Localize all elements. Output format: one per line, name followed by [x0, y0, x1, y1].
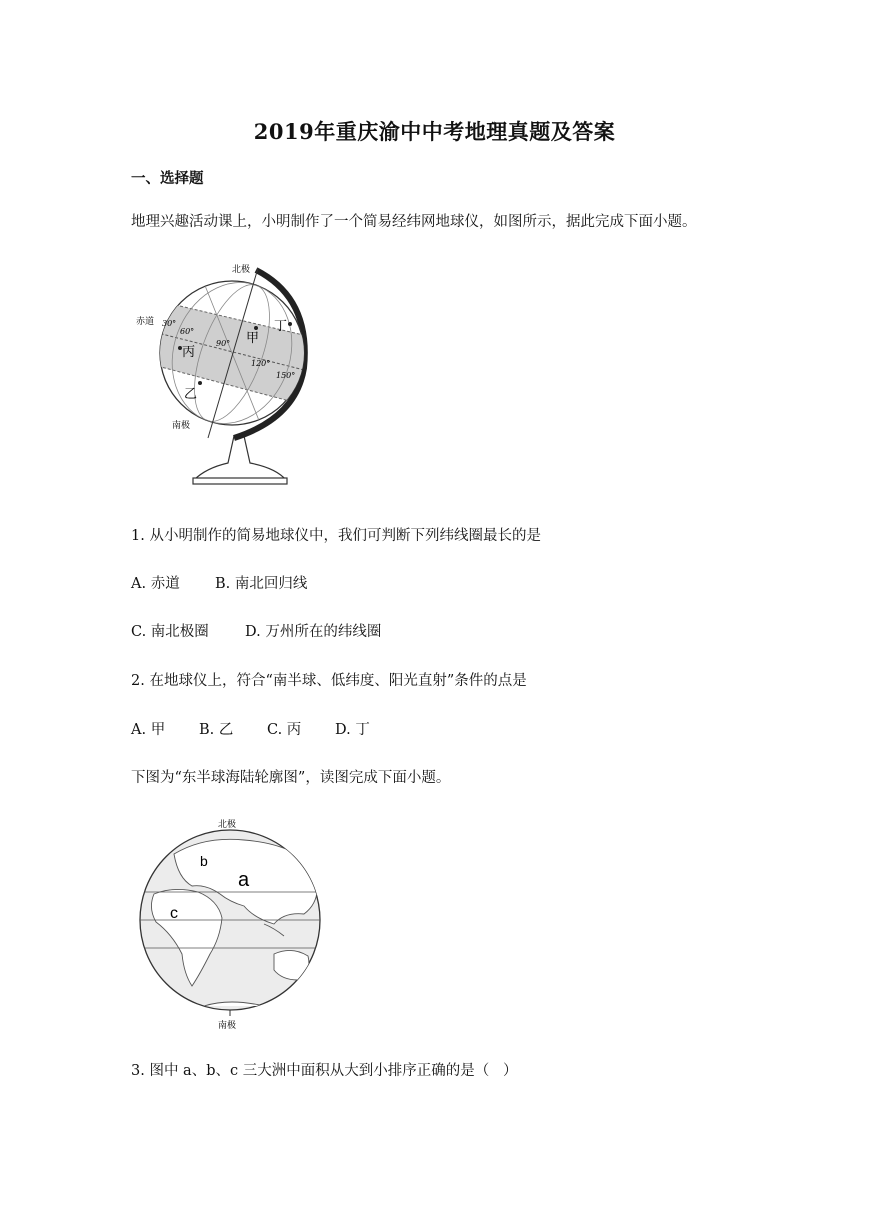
q1-option-a[interactable]: A. 赤道: [131, 576, 180, 592]
globe-figure: [136, 258, 316, 493]
label-b: b: [200, 853, 208, 869]
lon-60-label: 60°: [180, 327, 195, 336]
question-1-options-row1: [131, 572, 307, 593]
globe-stand: [194, 436, 286, 480]
globe-base: [193, 478, 287, 484]
q2-option-c[interactable]: C. 丙: [267, 722, 302, 738]
equator-label: 赤道: [136, 317, 155, 327]
page-title: 2019年重庆渝中中考地理真题及答案: [253, 119, 616, 144]
question-2-stem: 2. 在地球仪上，符合“南半球、低纬度、阳光直射”条件的点是: [131, 673, 527, 689]
north-pole-label: 北极: [218, 820, 237, 830]
label-c: c: [170, 905, 178, 922]
intro-text-2: 下图为“东半球海陆轮廓图”，读图完成下面小题。: [131, 770, 451, 786]
point-jia-dot: [254, 326, 258, 330]
north-pole-label: 北极: [232, 265, 251, 275]
south-pole-label: 南极: [172, 421, 191, 431]
south-pole-label: 南极: [218, 1021, 237, 1031]
q2-option-b[interactable]: B. 乙: [199, 722, 234, 738]
point-ding-dot: [288, 322, 292, 326]
lon-120-label: 120°: [251, 359, 271, 368]
intro-text-1: 地理兴趣活动课上，小明制作了一个简易经纬网地球仪，如图所示，据此完成下面小题。: [131, 214, 697, 230]
point-yi-label: 乙: [184, 387, 198, 402]
lon-30-label: 30°: [162, 319, 177, 328]
point-ding-label: 丁: [274, 319, 288, 334]
q1-option-b[interactable]: B. 南北回归线: [215, 576, 308, 592]
q2-option-d[interactable]: D. 丁: [335, 722, 370, 738]
q2-option-a[interactable]: A. 甲: [131, 722, 166, 738]
q1-option-c[interactable]: C. 南北极圈: [131, 624, 209, 640]
label-a: a: [238, 869, 250, 891]
eastern-hemisphere-figure: [134, 814, 334, 1036]
section-heading: 一、选择题: [131, 170, 204, 187]
point-yi-dot: [198, 381, 202, 385]
lon-90-label: 90°: [216, 339, 231, 348]
question-3-stem: 3. 图中 a、b、c 三大洲中面积从大到小排序正确的是（ ）: [131, 1063, 518, 1079]
question-2-options: [131, 718, 370, 739]
q1-option-d[interactable]: D. 万州所在的纬线圈: [245, 624, 382, 640]
point-jia-label: 甲: [246, 331, 260, 346]
point-bing-label: 丙: [182, 345, 196, 360]
question-1-stem: 1. 从小明制作的简易地球仪中，我们可判断下列纬线圈最长的是: [131, 528, 541, 544]
lon-150-label: 150°: [276, 371, 296, 380]
question-1-options-row2: [131, 620, 381, 641]
